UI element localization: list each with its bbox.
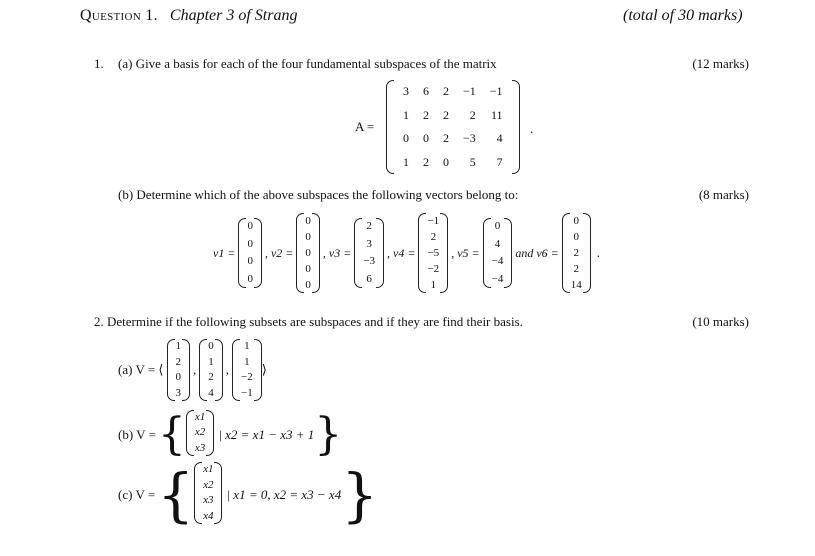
matrix-cell: 1	[403, 107, 409, 122]
right-paren	[512, 80, 520, 174]
question-label: Question 1.	[80, 7, 158, 24]
left-paren	[238, 218, 246, 288]
vector-entry: 14	[570, 278, 582, 291]
right-paren	[254, 218, 262, 288]
vectors-end: .	[596, 245, 601, 260]
q2c-row	[118, 462, 378, 528]
q2c-vector-entries	[194, 462, 222, 524]
vector-entry: −4	[491, 255, 504, 268]
vector-entry: 0	[305, 230, 311, 243]
vector-entry: 4	[208, 386, 214, 399]
q2b-condition: | x2 = x1 − x3 + 1	[218, 427, 315, 442]
matrix-cell: −1	[463, 84, 476, 99]
vector-entry: 1	[244, 340, 250, 353]
left-paren	[296, 213, 304, 293]
q1b-text: (b) Determine which of the above subspaces the following vectors belong to:	[118, 187, 519, 202]
vector-entry: −4	[491, 272, 504, 285]
vector-entries	[202, 462, 214, 524]
matrix-row	[396, 104, 510, 128]
left-paren	[418, 213, 426, 293]
q2a-label: (a) V = ⟨	[118, 362, 164, 377]
q2a-end: ⟩	[261, 362, 267, 377]
vector-entry: 1	[244, 355, 250, 368]
q2c-right-brace: }	[341, 461, 379, 529]
vector-entry: 6	[366, 272, 372, 285]
matrix-cell: −1	[489, 84, 503, 99]
matrix-end: .	[530, 121, 534, 136]
matrix-row	[396, 127, 510, 151]
vector-entry: x3	[194, 441, 206, 454]
q2c-condition: | x1 = 0, x2 = x3 − x4	[226, 487, 342, 502]
vector-entry: 0	[247, 237, 253, 250]
matrix-cell: 5	[469, 154, 476, 169]
vector-entry: x1	[203, 463, 214, 476]
vector-entry: −2	[427, 262, 440, 275]
left-paren	[199, 339, 207, 401]
vector-label: , v5 =	[451, 245, 480, 260]
matrix-row	[396, 80, 510, 104]
q1a-text: (a) Give a basis for each of the four fundamental subspaces of the matrix	[118, 56, 497, 71]
q2c-left-brace: {	[157, 461, 195, 529]
right-paren	[440, 213, 448, 293]
q2b-row	[118, 410, 342, 460]
right-paren	[182, 339, 190, 401]
vector-entries	[240, 339, 254, 401]
vector-label: , v4 =	[387, 245, 416, 260]
vector-entry: 0	[494, 220, 501, 233]
vector-entry: −3	[363, 255, 376, 268]
vector-v5	[483, 218, 513, 288]
matrix-cell: 2	[469, 107, 476, 122]
matrix-cell: 3	[403, 84, 409, 99]
vector-entries	[246, 218, 254, 288]
q2b-right-brace: }	[314, 409, 343, 460]
vector-v3	[354, 218, 384, 288]
vector-v1	[238, 218, 262, 288]
left-paren	[562, 213, 570, 293]
vectors-row	[210, 212, 600, 294]
right-paren	[214, 462, 222, 524]
vector-entry: x4	[203, 509, 214, 522]
vector-label: , v2 =	[264, 245, 294, 260]
comma: ,	[225, 362, 229, 377]
vector-label: v1 =	[213, 245, 236, 260]
vector-entries	[304, 213, 312, 293]
matrix-table	[396, 80, 510, 174]
vector-entry: 0	[305, 246, 311, 259]
matrix-cell: −3	[463, 131, 476, 146]
matrix-row	[396, 151, 510, 175]
question-heading	[80, 7, 297, 25]
q2c-label: (c) V =	[118, 487, 156, 502]
matrix-label: A =	[355, 119, 375, 134]
vector-entry: x2	[203, 478, 214, 491]
matrix-cell: 4	[496, 131, 503, 146]
left-paren	[483, 218, 491, 288]
q2-text: 2. Determine if the following subsets are subspaces and if they are find their basis.	[94, 314, 523, 329]
vector-entry: 3	[366, 237, 372, 250]
vector-v6	[562, 213, 591, 293]
vector-entry: x1	[194, 411, 206, 424]
vector-entry: 0	[208, 340, 214, 353]
matrix-cell: 2	[443, 84, 449, 99]
q1-number: 1.	[94, 56, 104, 71]
q2a-row	[118, 338, 267, 402]
vector-entry: −1	[241, 386, 253, 399]
matrix-cell: 2	[423, 107, 429, 122]
vector-entries	[491, 218, 505, 288]
matrix-cell: 0	[443, 154, 449, 169]
q2a-vector-1	[167, 339, 191, 401]
left-paren	[194, 462, 202, 524]
q1a-marks: (12 marks)	[692, 56, 749, 71]
vector-entry: −2	[241, 371, 253, 384]
left-paren	[386, 80, 394, 174]
right-paren	[215, 339, 223, 401]
vector-entry: 0	[305, 278, 311, 291]
vector-entry: x3	[203, 494, 214, 507]
vector-entry: 0	[573, 230, 580, 243]
left-paren	[167, 339, 175, 401]
q2c-vector	[194, 462, 222, 528]
vector-entries	[175, 339, 183, 401]
matrix-cell: 6	[423, 84, 429, 99]
vector-entries	[426, 213, 440, 293]
right-paren	[583, 213, 591, 293]
vector-entry: 0	[247, 220, 253, 233]
right-paren	[376, 218, 384, 288]
vector-entry: 1	[430, 278, 437, 291]
left-paren	[354, 218, 362, 288]
matrix-cell: 2	[443, 107, 449, 122]
q2b-left-brace: {	[157, 409, 186, 460]
left-paren	[232, 339, 240, 401]
vector-v2	[296, 213, 320, 293]
vector-entry: 2	[366, 220, 372, 233]
q2b-label: (b) V =	[118, 427, 156, 442]
matrix-cell: 0	[423, 131, 429, 146]
comma: ,	[193, 362, 197, 377]
vector-entries	[570, 213, 583, 293]
vector-entry: 0	[573, 214, 580, 227]
q2b-vector	[186, 410, 214, 460]
vector-entry: 0	[305, 262, 311, 275]
right-paren	[206, 410, 214, 456]
matrix-cell: 7	[496, 154, 503, 169]
vector-entry: 2	[175, 355, 181, 368]
q2a-vector-3	[232, 339, 262, 401]
vector-entry: 2	[573, 246, 580, 259]
q2b-vector-entries	[186, 410, 214, 456]
right-paren	[254, 339, 262, 401]
vector-entry: 2	[430, 230, 437, 243]
vector-label: and v6 =	[515, 245, 559, 260]
vector-entry: 0	[175, 371, 181, 384]
q2a-vector-2	[199, 339, 223, 401]
vector-entry: 0	[305, 214, 311, 227]
matrix-a	[386, 80, 520, 174]
vector-entries	[194, 410, 206, 456]
vector-entry: 4	[494, 237, 501, 250]
vector-entry: 1	[208, 355, 214, 368]
chapter-title: Chapter 3 of Strang	[169, 7, 298, 24]
vector-entries	[207, 339, 215, 401]
vector-entry: 2	[208, 371, 214, 384]
q2-marks: (10 marks)	[692, 314, 749, 329]
total-marks: (total of 30 marks)	[623, 7, 743, 24]
right-paren	[312, 213, 320, 293]
matrix-cell: 0	[403, 131, 409, 146]
q1b-marks: (8 marks)	[698, 187, 749, 202]
matrix-cell: 11	[491, 107, 503, 122]
vector-entry: 0	[247, 255, 253, 268]
vector-entry: x2	[194, 426, 206, 439]
matrix-cell: 1	[403, 154, 409, 169]
vector-entry: −1	[427, 214, 440, 227]
vector-label: , v3 =	[322, 245, 352, 260]
vector-entry: 3	[175, 386, 181, 399]
vector-v4	[418, 213, 448, 293]
vector-entry: 0	[247, 272, 253, 285]
matrix-cell: 2	[423, 154, 429, 169]
right-paren	[504, 218, 512, 288]
vector-entry: −5	[427, 246, 440, 259]
left-paren	[186, 410, 194, 456]
vector-entry: 1	[175, 340, 181, 353]
vector-entries	[362, 218, 376, 288]
vector-entry: 2	[573, 262, 580, 275]
matrix-cell: 2	[443, 131, 449, 146]
